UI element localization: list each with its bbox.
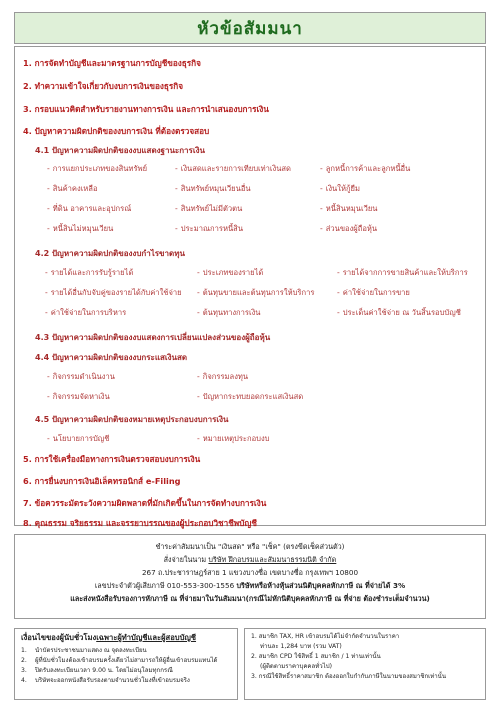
list-item: - สินทรัพย์หมุนเวียนอื่น <box>175 184 251 193</box>
list-item: - ประเด็นค่าใช้จ่าย ณ วันสิ้นรอบบัญชี <box>337 308 461 317</box>
subtopic-4-3: 4.3 ปัญหาความผิดปกติของงบแสดงการเปลี่ยนแปลงส่วนของผู้ถือหุ้น <box>35 333 271 342</box>
list-item: - สินทรัพย์ไม่มีตัวตน <box>175 204 243 213</box>
title-bar <box>14 12 486 44</box>
list-item: - ประมาณการหนี้สิน <box>175 224 244 233</box>
list-item: - ส่วนของผู้ถือหุ้น <box>320 224 378 233</box>
list-item: 4. บริษัทจะออกหนังสือรับรองตามจำนวนชั่วโมงที่เข้าอบรมจริง <box>21 677 190 684</box>
subtopic-4-1: 4.1 ปัญหาความผิดปกติของงบแสดงฐานะการเงิน <box>35 146 205 155</box>
seminar-flyer <box>14 12 486 698</box>
list-item: - ค่าใช้จ่ายในการขาย <box>337 288 410 297</box>
list-item: - ที่ดิน อาคารและอุปกรณ์ <box>47 204 132 213</box>
topic-1: 1. การจัดทำบัญชีและมาตรฐานการบัญชีของธุรกิจ <box>23 58 201 68</box>
list-item: - กิจกรรมดำเนินงาน <box>47 372 115 381</box>
list-item: 3. กรณีใช้สิทธิ์ราคาสมาชิก ต้องออกใบกำกับภาษีในนามของสมาชิกเท่านั้น <box>251 673 447 680</box>
list-item: - กิจกรรมลงทุน <box>197 372 249 381</box>
list-item: - สินค้าคงเหลือ <box>47 184 98 193</box>
list-item: 1. สมาชิก TAX, HR เข้าอบรมได้ไม่จำกัดจำนวนในราคา <box>251 633 400 640</box>
subtopic-4-4: 4.4 ปัญหาความผิดปกติของงบกระแสเงินสด <box>35 353 188 362</box>
list-item: - ประเภทของรายได้ <box>197 268 264 277</box>
list-item: - หนี้สินไม่หมุนเวียน <box>47 224 114 233</box>
topic-7: 7. ข้อควรระมัดระวังความผิดพลาดที่มักเกิดขึ้นในการจัดทำงบการเงิน <box>23 498 267 508</box>
list-item: - ลูกหนี้การค้าและลูกหนี้อื่น <box>320 164 411 173</box>
company-name: บริษัท ฝึกอบรมและสัมมนาธรรมนิติ จำกัด <box>208 555 337 564</box>
subtopic-4-5: 4.5 ปัญหาความผิดปกติของหมายเหตุประกอบงบการเงิน <box>35 415 229 424</box>
list-item: 2. สมาชิก CPD ใช้สิทธิ์ 1 สมาชิก / 1 ท่านเท่านั้น <box>251 653 381 660</box>
list-item: - รายได้จากการขายสินค้าและให้บริการ <box>337 268 468 277</box>
subtopic-4-2: 4.2 ปัญหาความผิดปกติของงบกำไรขาดทุน <box>35 249 185 258</box>
conditions-heading: เงื่อนไขของผู้นับชั่วโมงเฉพาะผู้ทำบัญชีและผู้สอบบัญชี <box>21 633 197 642</box>
topic-5: 5. การใช้เครื่องมือทางการเงินตรวจสอบงบการเงิน <box>23 454 201 464</box>
list-item: - ค่าใช้จ่ายในการบริหาร <box>45 308 127 317</box>
page-title: หัวข้อสัมมนา <box>197 18 303 39</box>
topic-4: 4. ปัญหาความผิดปกติของงบการเงิน ที่ต้องตรวจสอบ <box>23 126 210 136</box>
topics-box <box>14 46 486 526</box>
topic-2: 2. ทำความเข้าใจเกี่ยวกับงบการเงินของธุรกิจ <box>23 81 184 91</box>
list-item: ท่านละ 1,284 บาท (รวม VAT) <box>260 643 342 650</box>
member-notes-box <box>244 628 486 700</box>
list-item: - กิจกรรมจัดหาเงิน <box>47 392 110 401</box>
member-notes <box>245 629 485 685</box>
list-item: - เงินสดและรายการเทียบเท่าเงินสด <box>175 164 291 173</box>
list-item: 3. ปิดรับลงทะเบียนเวลา 9.00 น. โดยไม่อนุโลมทุกกรณี <box>21 667 173 674</box>
topic-6: 6. การยื่นงบการเงินอิเล็คทรอนิกส์ e-Filing <box>23 476 181 486</box>
list-item: - รายได้และการรับรู้รายได้ <box>45 268 134 277</box>
list-item: 2. ผู้ที่นับชั่วโมงต้องเข้าอบรมครั้งเดียวไม่สามารถให้ผู้อื่นเข้าอบรมแทนได้ <box>21 657 218 664</box>
list-item: - การแยกประเภทของสินทรัพย์ <box>47 164 148 173</box>
topic-8: 8. คุณธรรม จริยธรรม และจรรยาบรรณของผู้ประกอบวิชาชีพบัญชี <box>23 518 257 528</box>
list-item: - เงินให้กู้ยืม <box>320 184 361 193</box>
topic-3: 3. กรอบแนวคิดสำหรับรายงานทางการเงิน และการนำเสนองบการเงิน <box>23 104 269 114</box>
list-item: - นโยบายการบัญชี <box>47 434 110 443</box>
list-item: - ปัญหากระทบยอดกระแสเงินสด <box>197 392 304 401</box>
payee-line: สั่งจ่ายในนาม บริษัท ฝึกอบรมและสัมมนาธรรมนิติ จำกัด <box>163 555 337 564</box>
list-item: - หนี้สินหมุนเวียน <box>320 204 378 213</box>
list-item: (ผู้ติดตามราคาบุคคลทั่วไป) <box>260 663 332 670</box>
address-text: 267 ถ.ประชาราษฎร์สาย 1 แขวงบางซื่อ เขตบางซื่อ กรุงเทพฯ 10800 <box>141 568 359 577</box>
withholding-note: และส่งหนังสือรับรองการหักภาษี ณ ที่จ่ายมาในวันสัมมนา(กรณีไม่หักนิติบุคคลหักภาษี ณ ที่จ่าย ต้องชำระเต็มจำนวน) <box>70 594 430 603</box>
payment-info-box <box>14 534 486 619</box>
list-item: - หมายเหตุประกอบงบ <box>197 434 270 443</box>
payment-method-text: ชำระค่าสัมมนาเป็น "เงินสด" หรือ "เช็ค" (ตรงขีดเช็คส่วนตัว) <box>155 542 345 551</box>
conditions-box <box>14 628 238 700</box>
list-item: 1. นำบัตรประชาชนมาแสดง ณ จุดลงทะเบียน <box>21 647 147 654</box>
tax-id-line: เลขประจำตัวผู้เสียภาษี 010-553-300-1556 บริษัทหรือห้างหุ้นส่วนนิติบุคคลหักภาษี ณ ที่จ่ายได้ 3% <box>94 581 406 590</box>
list-item: - ต้นทุนขายและต้นทุนการให้บริการ <box>197 288 315 297</box>
list-item: - รายได้อื่นกับจับคู่ของรายได้กับค่าใช้จ่าย <box>45 288 182 297</box>
list-item: - ต้นทุนทางการเงิน <box>197 308 261 317</box>
